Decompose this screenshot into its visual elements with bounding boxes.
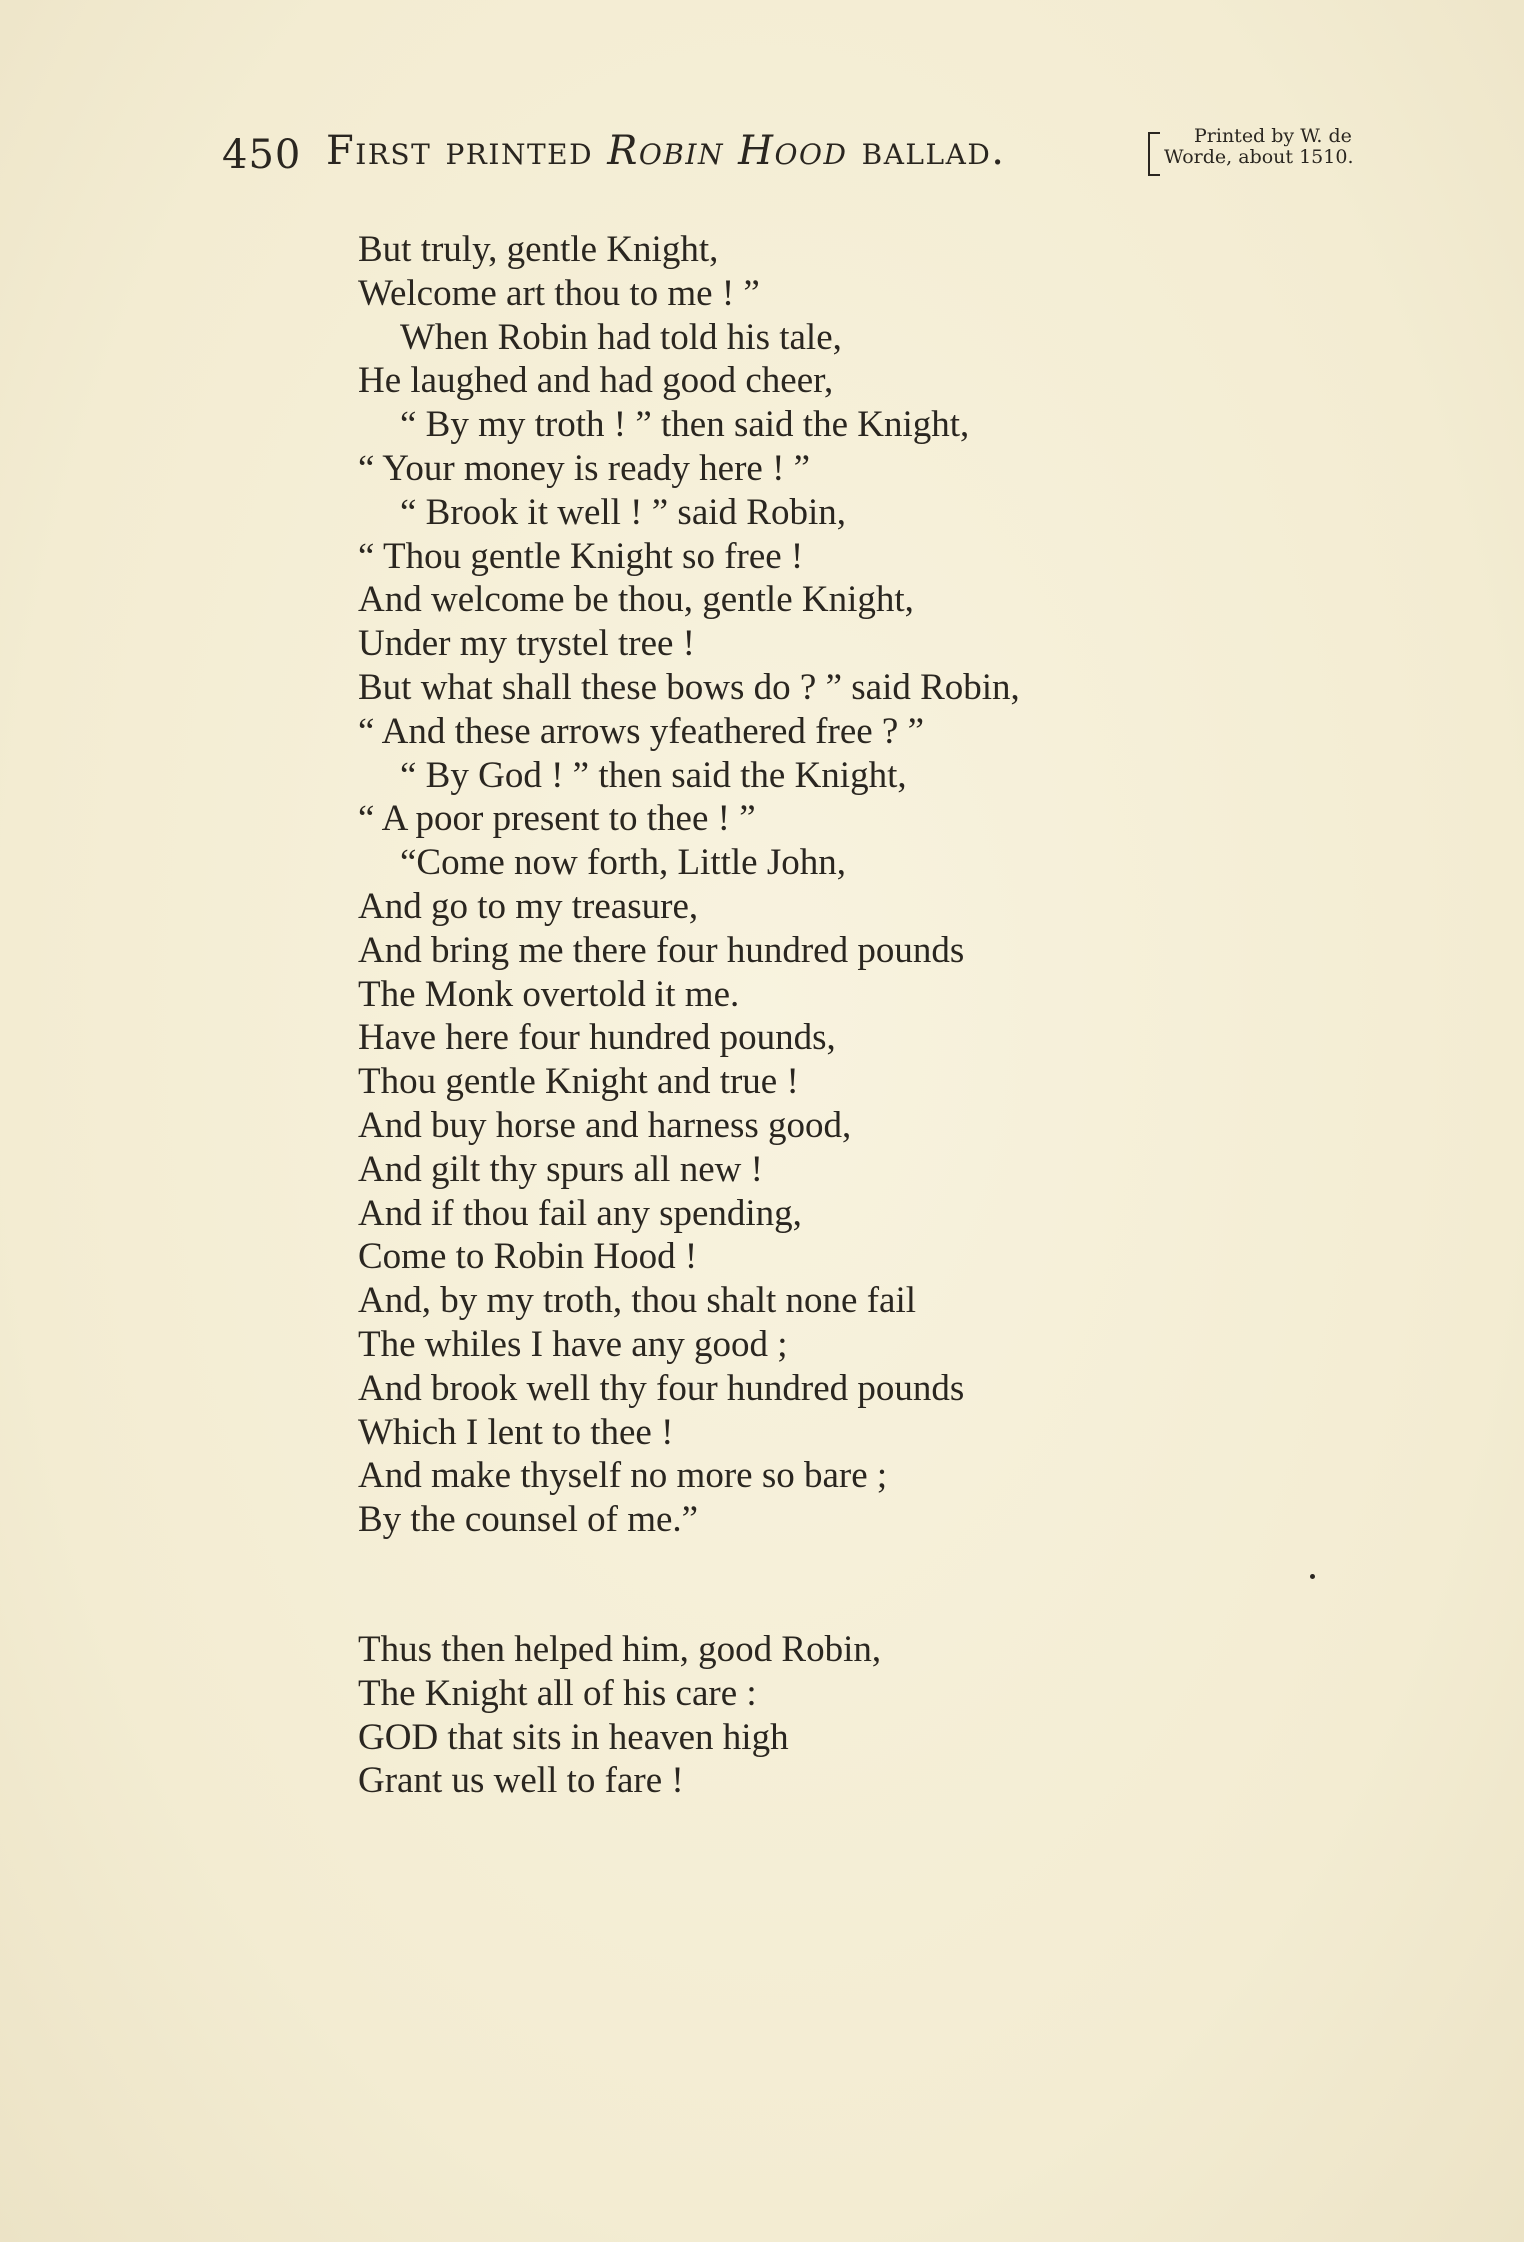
running-title — [326, 128, 1006, 174]
verse-line: The Monk overtold it me. — [358, 973, 740, 1015]
verse-line: Welcome art thou to me ! ” — [358, 272, 760, 314]
verse-line: “ Brook it well ! ” said Robin, — [400, 491, 846, 533]
verse-line: By the counsel of me.” — [358, 1499, 699, 1541]
verse-line: “ By my troth ! ” then said the Knight, — [400, 404, 970, 446]
verse-line: The Knight all of his care : — [358, 1672, 757, 1714]
verse-line: The whiles I have any good ; — [358, 1323, 788, 1365]
verse-line: And brook well thy four hundred pounds — [358, 1367, 965, 1409]
verse-line: But what shall these bows do ? ” said Robin, — [358, 666, 1020, 708]
verse-line: And, by my troth, thou shalt none fail — [358, 1280, 917, 1322]
verse-line: Have here four hundred pounds, — [358, 1017, 836, 1059]
verse-line: “ By God ! ” then said the Knight, — [400, 754, 907, 796]
page-header — [222, 122, 1402, 192]
verse-line: And welcome be thou, gentle Knight, — [358, 579, 914, 621]
verse-line: Thou gentle Knight and true ! — [358, 1061, 799, 1103]
verse-line: When Robin had told his tale, — [400, 316, 842, 358]
stanza-1 — [358, 228, 1358, 1542]
verse-line: And go to my treasure, — [358, 885, 699, 927]
side-note — [1148, 126, 1353, 168]
page-number: 450 — [222, 132, 302, 178]
verse-line: He laughed and had good cheer, — [358, 360, 834, 402]
verse-line: Which I lent to thee ! — [358, 1411, 674, 1453]
verse-line: And if thou fail any spending, — [358, 1192, 802, 1234]
side-note-line-2: Worde, about 1510. — [1164, 146, 1354, 168]
side-note-line-1: Printed by W. de — [1194, 125, 1352, 147]
verse-line: Grant us well to fare ! — [358, 1760, 684, 1802]
verse-line: “ Your money is ready here ! ” — [358, 447, 811, 489]
stanza-2 — [358, 1628, 1358, 1803]
running-title-italic: Robin Hood — [607, 128, 848, 174]
verse-line: Under my trystel tree ! — [358, 623, 695, 665]
verse-line: And buy horse and harness good, — [358, 1104, 852, 1146]
running-title-post: ballad. — [847, 128, 1006, 174]
verse-line: But truly, gentle Knight, — [358, 229, 719, 270]
verse-line: Thus then helped him, good Robin, — [358, 1629, 882, 1670]
verse-line: GOD that sits in heaven high — [358, 1716, 789, 1758]
verse-line: “ Thou gentle Knight so free ! — [358, 535, 804, 577]
running-title-pre: First printed — [326, 128, 608, 174]
verse-line: And make thyself no more so bare ; — [358, 1455, 888, 1497]
verse-line: “ And these arrows yfeathered free ? ” — [358, 710, 925, 752]
ink-speck — [1310, 1574, 1315, 1579]
verse-line: “ A poor present to thee ! ” — [358, 798, 756, 840]
verse-line: “Come now forth, Little John, — [400, 842, 846, 884]
verse-line: And bring me there four hundred pounds — [358, 929, 965, 971]
verse-line: And gilt thy spurs all new ! — [358, 1148, 763, 1190]
verse-line: Come to Robin Hood ! — [358, 1236, 698, 1278]
